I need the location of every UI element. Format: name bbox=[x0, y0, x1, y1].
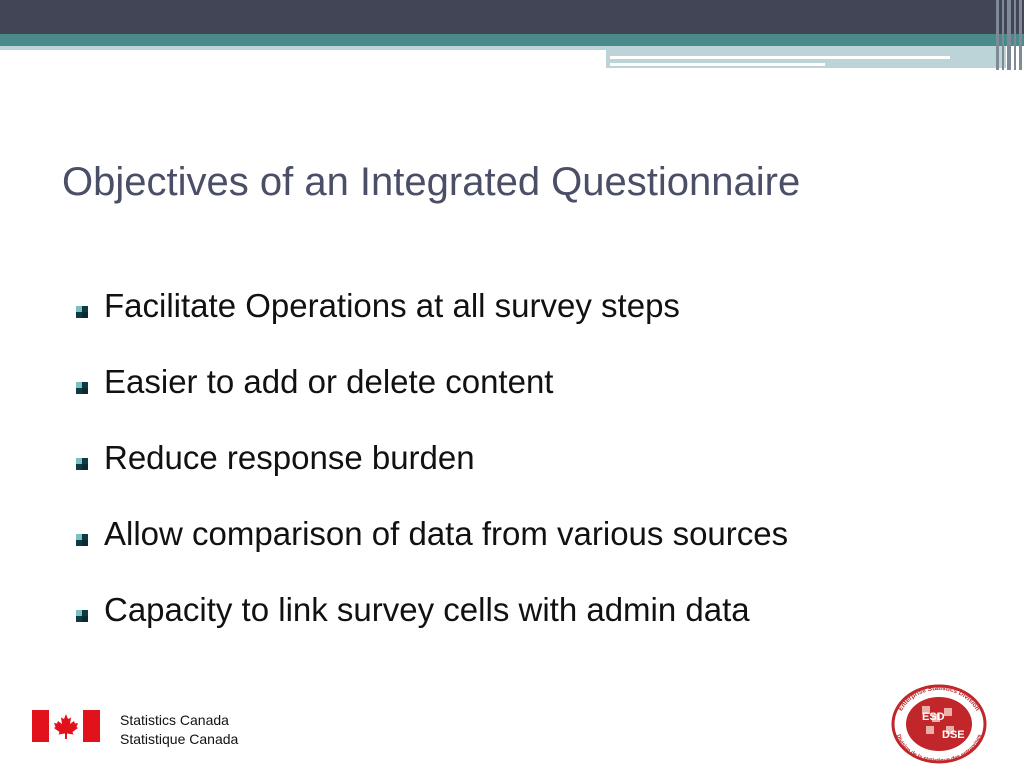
square-bullet-icon bbox=[76, 382, 88, 394]
svg-text:Division de la statistique des: Division de la statistique des entreprises bbox=[894, 733, 984, 764]
bullet-text: Allow comparison of data from various sources bbox=[104, 515, 789, 552]
header-light-band bbox=[0, 46, 606, 50]
bullet-item bbox=[76, 591, 788, 667]
slide-title: Objectives of an Integrated Questionnaire bbox=[62, 160, 801, 204]
bullet-item bbox=[76, 287, 788, 363]
esd-dse-seal-logo bbox=[884, 680, 994, 764]
bullet-list bbox=[76, 287, 788, 667]
header-vertical-stripes bbox=[994, 0, 1024, 70]
header-teal-band bbox=[0, 34, 1024, 46]
agency-name bbox=[120, 711, 238, 749]
bullet-item bbox=[76, 363, 788, 439]
canada-flag-icon bbox=[32, 710, 100, 742]
square-bullet-icon bbox=[76, 610, 88, 622]
svg-text:Enterprise Statistics Division: Enterprise Statistics Division bbox=[897, 684, 981, 713]
square-bullet-icon bbox=[76, 306, 88, 318]
bullet-item bbox=[76, 439, 788, 515]
agency-name-en: Statistics Canada bbox=[120, 712, 229, 728]
header-dark-band bbox=[0, 0, 1024, 34]
svg-text:DSE: DSE bbox=[942, 729, 965, 741]
agency-name-fr: Statistique Canada bbox=[120, 731, 239, 747]
bullet-text: Easier to add or delete content bbox=[104, 363, 554, 400]
bullet-text: Facilitate Operations at all survey steps bbox=[104, 287, 680, 324]
bullet-item bbox=[76, 515, 788, 591]
bullet-text: Reduce response burden bbox=[104, 439, 475, 476]
svg-text:ESD: ESD bbox=[922, 711, 945, 723]
header-white-line bbox=[610, 56, 950, 59]
square-bullet-icon bbox=[76, 534, 88, 546]
square-bullet-icon bbox=[76, 458, 88, 470]
bullet-text: Capacity to link survey cells with admin data bbox=[104, 591, 750, 628]
header-white-line-short bbox=[610, 63, 825, 66]
